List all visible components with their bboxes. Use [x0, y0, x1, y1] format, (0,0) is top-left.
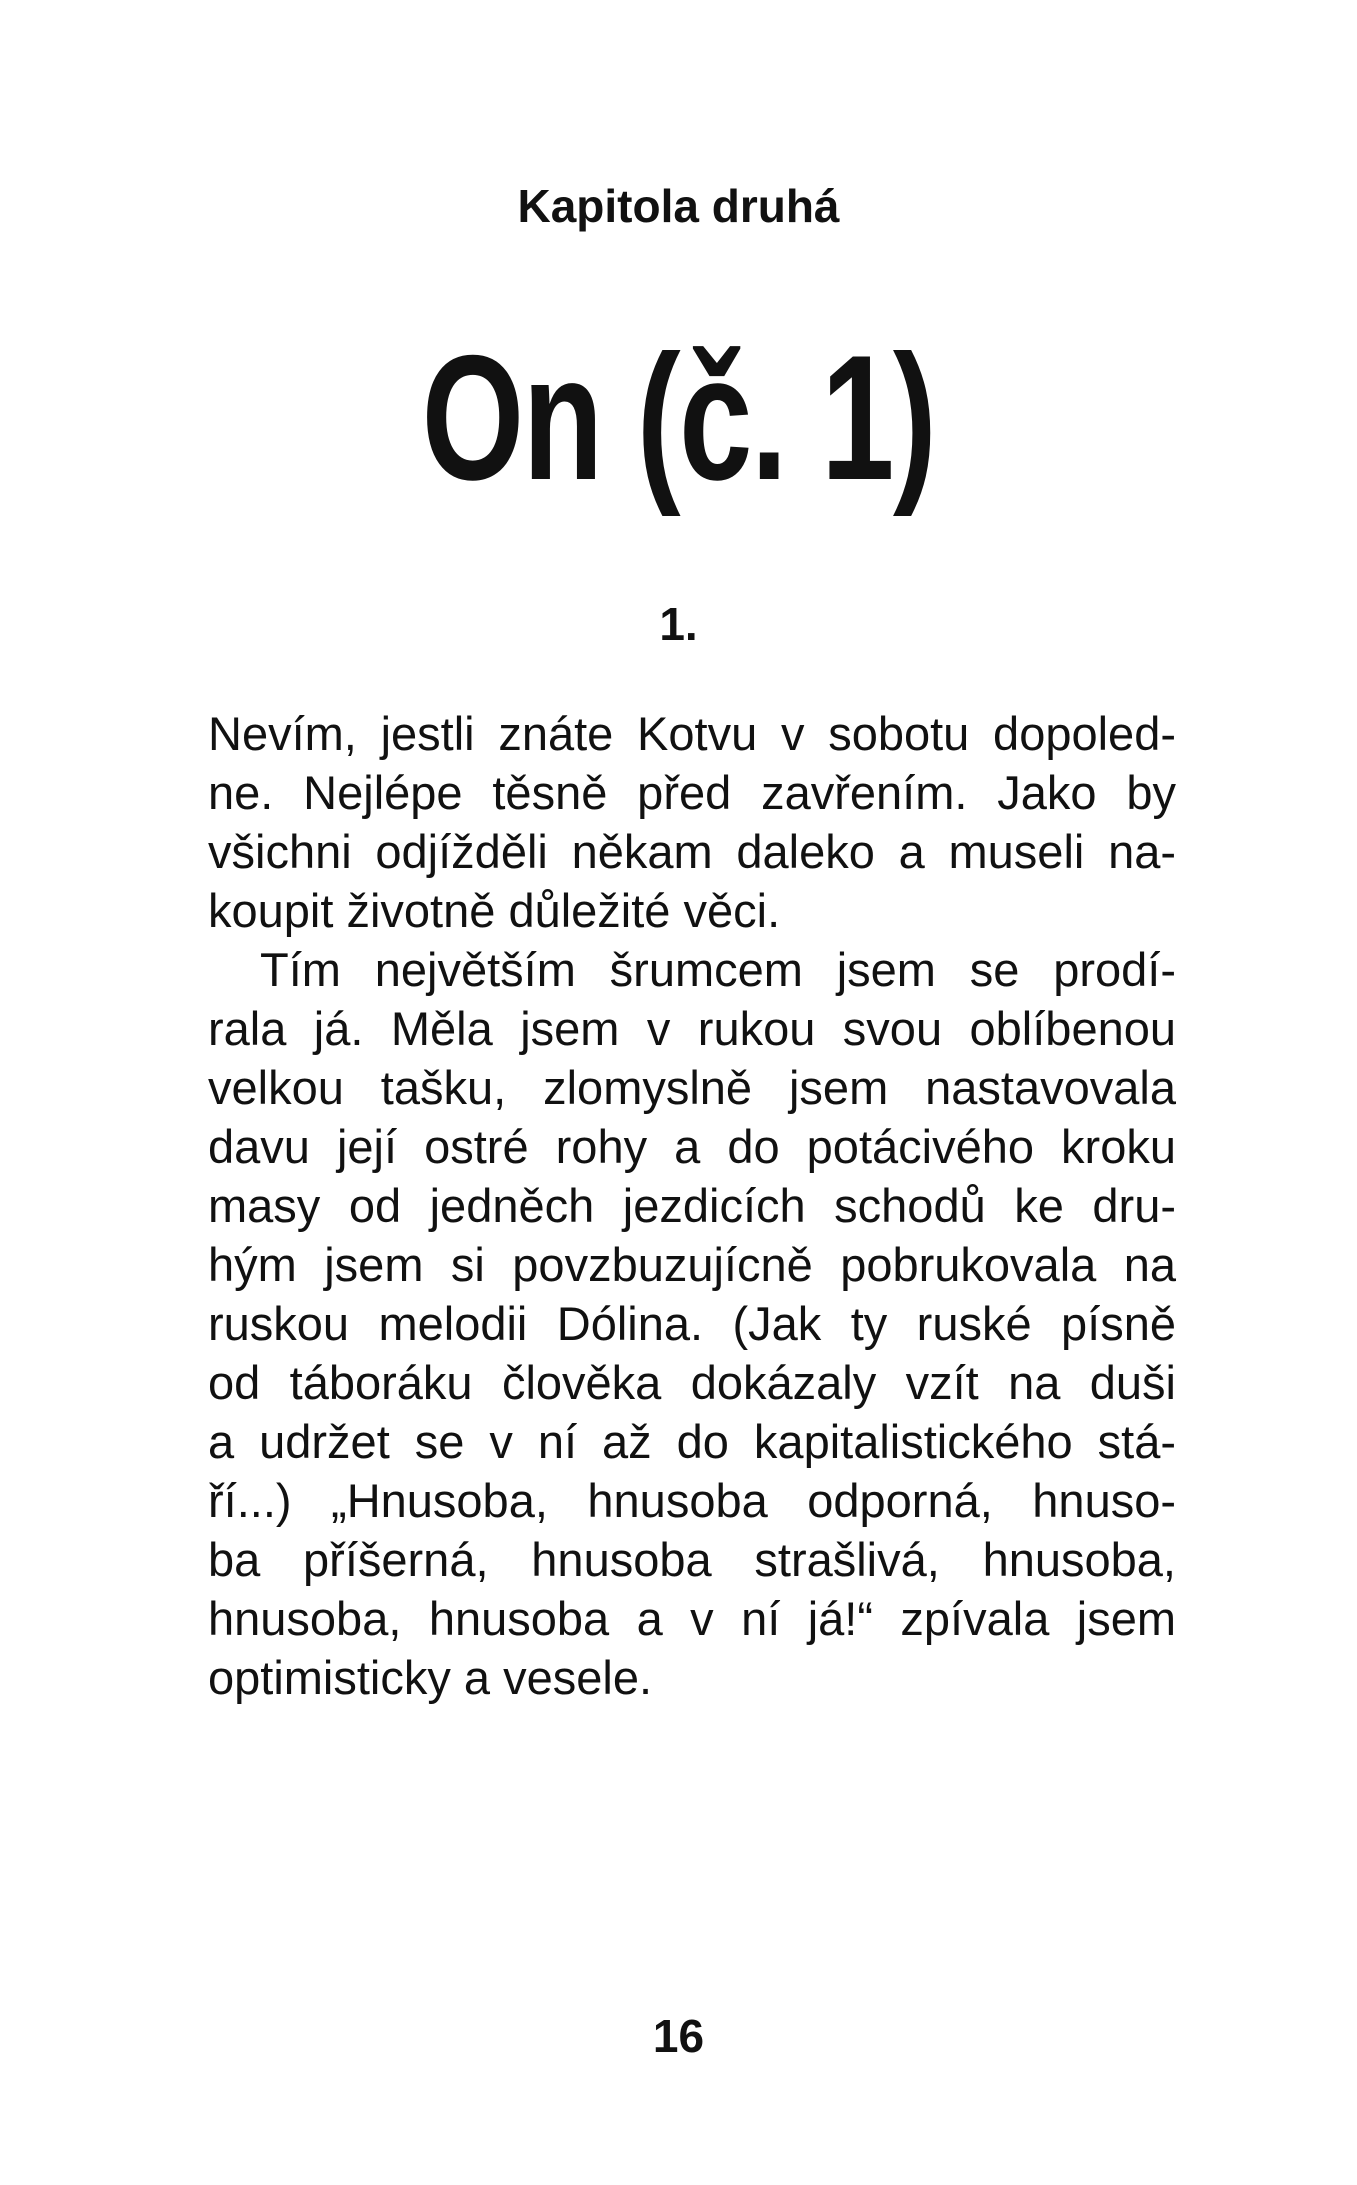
text-line: rala já. Měla jsem v rukou svou oblíbenou — [208, 1002, 1176, 1055]
text-line: ruskou melodii Dólina. (Jak ty ruské písně — [208, 1297, 1176, 1350]
body-text — [208, 704, 1176, 1707]
text-line: optimisticky a vesele. — [208, 1651, 653, 1704]
text-line: od táboráku člověka dokázaly vzít na duši — [208, 1356, 1176, 1409]
text-line: ří...) „Hnusoba, hnusoba odporná, hnuso- — [208, 1474, 1176, 1527]
text-line: davu její ostré rohy a do potácivého kroku — [208, 1120, 1176, 1173]
text-line: ba příšerná, hnusoba strašlivá, hnusoba, — [208, 1533, 1176, 1586]
text-line: velkou tašku, zlomyslně jsem nastavovala — [208, 1061, 1176, 1114]
chapter-title: On (č. 1) — [421, 318, 936, 517]
text-line: Tím největším šrumcem jsem se prodí- — [260, 943, 1176, 996]
page-number: 16 — [652, 2010, 705, 2062]
section-number: 1. — [659, 598, 698, 650]
chapter-label: Kapitola druhá — [517, 180, 840, 232]
text-line: koupit životně důležité věci. — [208, 884, 781, 937]
text-line: Nevím, jestli znáte Kotvu v sobotu dopoled- — [208, 707, 1176, 760]
text-line: všichni odjížděli někam daleko a museli na- — [208, 825, 1176, 878]
text-line: hnusoba, hnusoba a v ní já!“ zpívala jsem — [208, 1592, 1176, 1645]
text-line: ne. Nejlépe těsně před zavřením. Jako by — [208, 766, 1176, 819]
text-line: masy od jedněch jezdicích schodů ke dru- — [208, 1179, 1176, 1232]
text-line: a udržet se v ní až do kapitalistického stá- — [208, 1415, 1176, 1468]
text-line: hým jsem si povzbuzujícně pobrukovala na — [208, 1238, 1176, 1291]
